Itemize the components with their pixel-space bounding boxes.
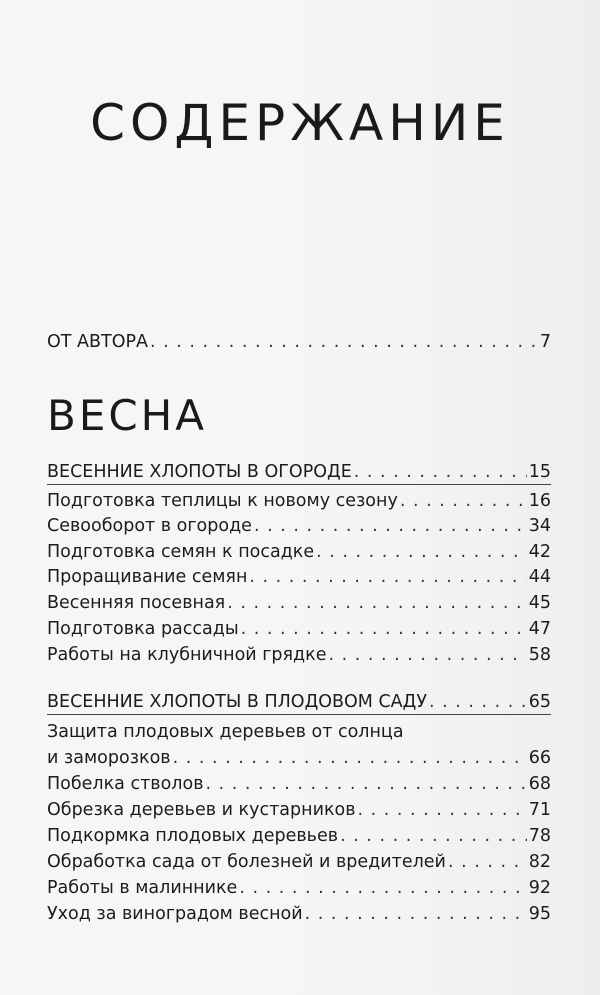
toc-entry (47, 644, 551, 666)
toc-entry (47, 541, 551, 563)
toc-entry-page: 42 (528, 542, 551, 562)
toc-entry-label: Подкормка плодовых деревьев (47, 826, 339, 846)
dot-leader (249, 566, 526, 588)
toc-entry (47, 566, 551, 588)
toc-entry-label: ОТ АВТОРА (47, 332, 148, 352)
toc-entry-page: 66 (528, 748, 551, 768)
toc-entry-label: Подготовка рассады (47, 619, 239, 639)
toc-entry-label: Работы в малиннике (47, 878, 238, 898)
dot-leader (227, 592, 527, 614)
toc-entry (47, 592, 551, 614)
toc-entry-page: 16 (528, 491, 551, 511)
toc-entry-page: 95 (528, 904, 551, 924)
toc-entry-page: 7 (539, 332, 551, 352)
toc-group-heading (47, 461, 551, 483)
toc-entry-label: Севооборот в огороде (47, 516, 252, 536)
toc-entry-page: 44 (528, 567, 551, 587)
toc-entry-page: 65 (528, 692, 551, 712)
toc-entry-label-line1: Защита плодовых деревьев от солнца (47, 722, 404, 742)
toc-entry-label: ВЕСЕННИЕ ХЛОПОТЫ В ОГОРОДЕ (47, 462, 352, 482)
dot-leader (173, 747, 527, 769)
toc-entry-label: Подготовка теплицы к новому сезону (47, 491, 398, 511)
toc-entry-label: Обрезка деревьев и кустарников (47, 800, 356, 820)
toc-entry-label: Обработка сада от болезней и вредителей (47, 852, 446, 872)
toc-entry-label: Уход за виноградом весной (47, 904, 303, 924)
dot-leader (254, 515, 527, 537)
group-underline (47, 714, 551, 715)
toc-entry (47, 490, 551, 512)
dot-leader (206, 773, 527, 795)
group-underline (47, 484, 551, 485)
toc-entry (47, 825, 551, 847)
toc-entry-page: 58 (528, 645, 551, 665)
dot-leader (241, 618, 527, 640)
dot-leader (429, 691, 527, 713)
dot-leader (340, 825, 527, 847)
toc-entry (47, 618, 551, 640)
toc-entry-page: 92 (528, 878, 551, 898)
toc-entry-label: ВЕСЕННИЕ ХЛОПОТЫ В ПЛОДОВОМ САДУ (47, 692, 427, 712)
dot-leader (354, 461, 527, 483)
toc-entry-page: 71 (528, 800, 551, 820)
toc-entry-label: и заморозков (47, 748, 171, 768)
dot-leader (448, 851, 527, 873)
section-title: ВЕСНА (47, 391, 207, 440)
dot-leader (239, 877, 526, 899)
toc-group-heading (47, 691, 551, 713)
toc-entry (47, 851, 551, 873)
toc-entry-page: 82 (528, 852, 551, 872)
toc-entry (47, 747, 551, 769)
toc-entry-label: Проращивание семян (47, 567, 248, 587)
toc-entry-page: 47 (528, 619, 551, 639)
toc-entry (47, 877, 551, 899)
toc-entry (47, 903, 551, 925)
toc-entry-page: 45 (528, 593, 551, 613)
toc-entry-label: Работы на клубничной грядке (47, 645, 327, 665)
dot-leader (150, 331, 538, 353)
toc-entry-label: Подготовка семян к посадке (47, 542, 315, 562)
toc-entry-page: 15 (528, 462, 551, 482)
toc-entry (47, 773, 551, 795)
dot-leader (329, 644, 527, 666)
dot-leader (316, 541, 527, 563)
toc-entry-label: Весенняя посевная (47, 593, 226, 613)
toc-entry (47, 515, 551, 537)
dot-leader (400, 490, 527, 512)
page-title: СОДЕРЖАНИЕ (90, 94, 510, 152)
toc-entry-page: 68 (528, 774, 551, 794)
toc-entry-page: 34 (528, 516, 551, 536)
toc-entry-author (47, 331, 551, 353)
dot-leader (358, 799, 527, 821)
toc-entry-page: 78 (528, 826, 551, 846)
toc-entry (47, 799, 551, 821)
dot-leader (305, 903, 527, 925)
toc-entry-label: Побелка стволов (47, 774, 204, 794)
